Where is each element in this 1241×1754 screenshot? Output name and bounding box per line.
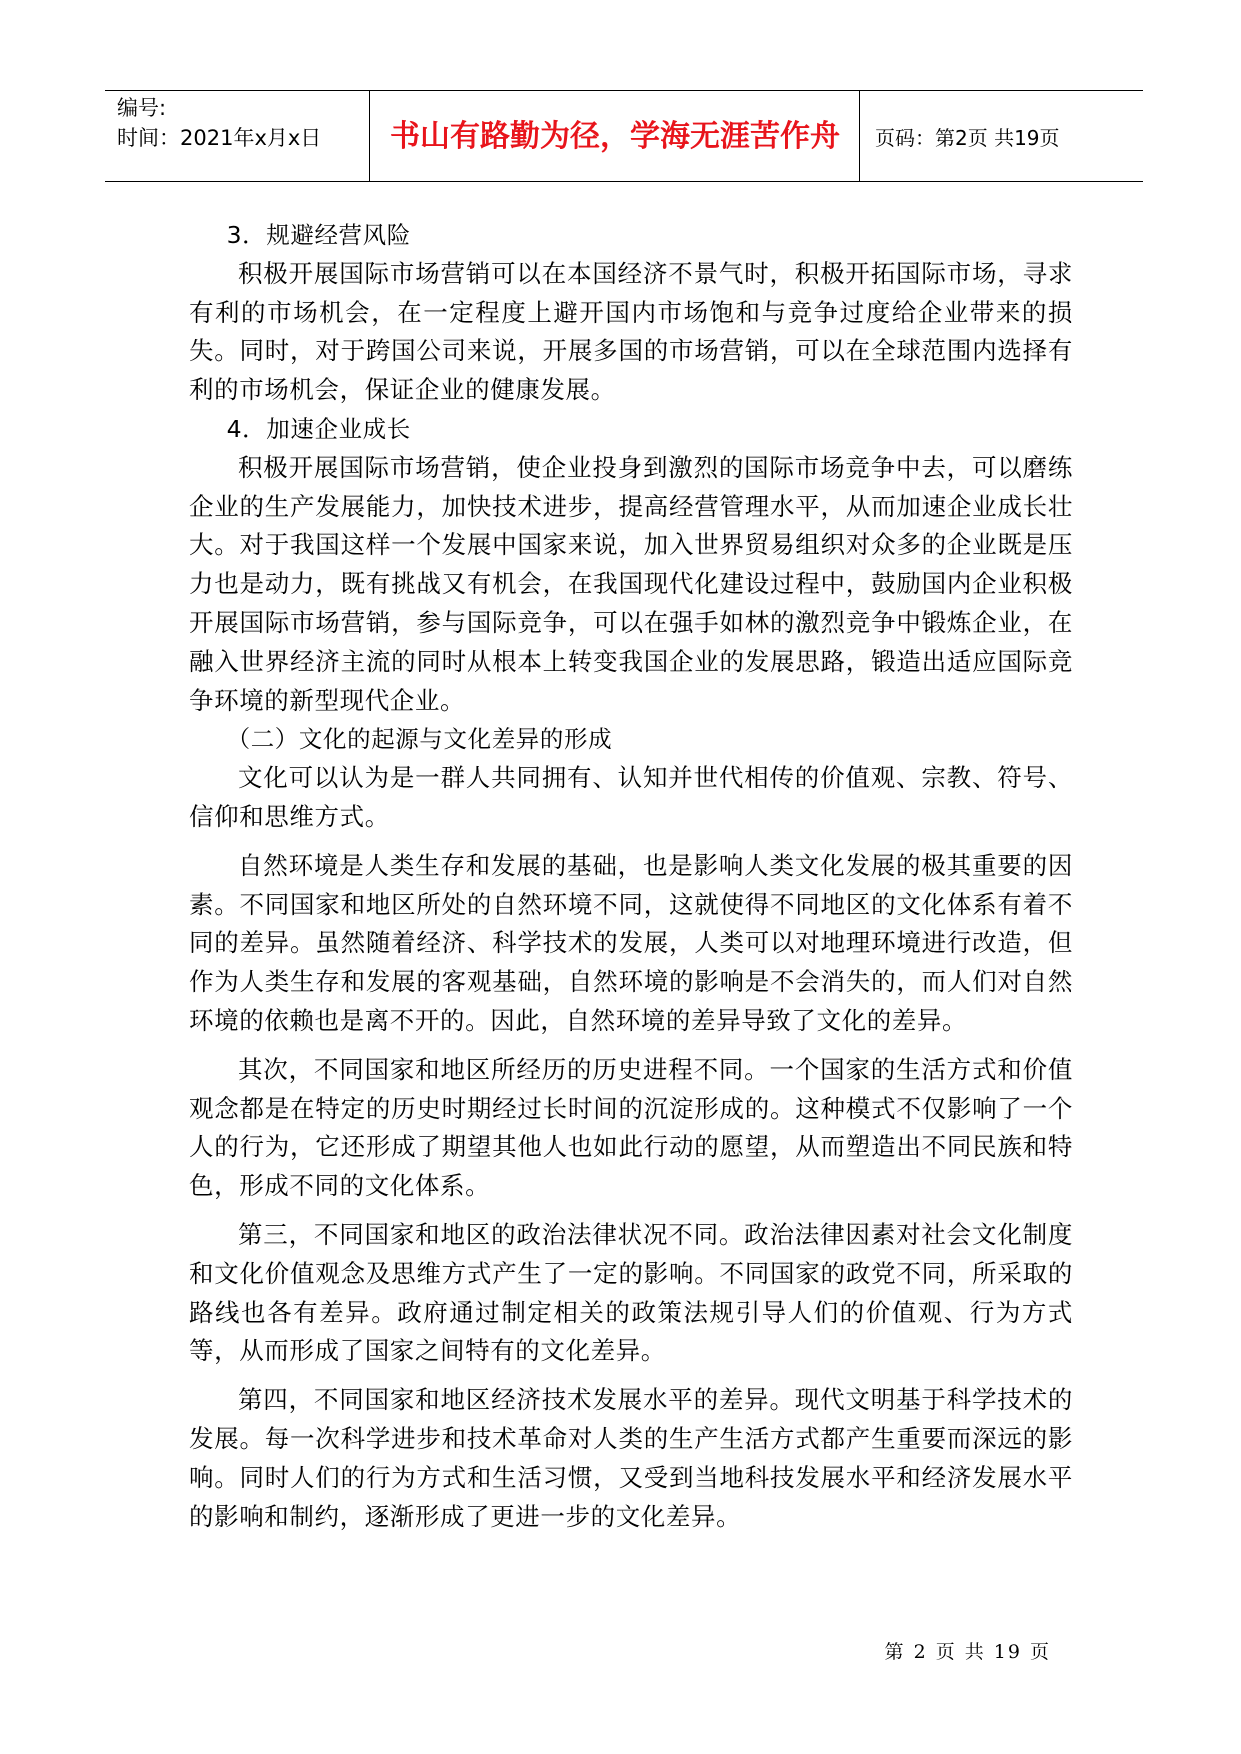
body-paragraph: 积极开展国际市场营销，使企业投身到激烈的国际市场竞争中去，可以磨练企业的生产发展能力，加快技术进步，提高经营管理水平，从而加速企业成长壮大。对于我国这样一个发展中国家来说，加入世界贸易组织对众多的企业既是压力也是动力，既有挑战又有机会，在我国现代化建设过程中，鼓励国内企业积极开展国际市场营销，参与国际竞争，可以在强手如林的激烈竞争中锻炼企业，在融入世界经济主流的同时从根本上转变我国企业的发展思路，锻造出适应国际竞争环境的新型现代企业。	[189, 452, 1073, 715]
header-motto: 书山有路勤为径，学海无涯苦作舟	[390, 119, 840, 154]
body-paragraph: 第四，不同国家和地区经济技术发展水平的差异。现代文明基于科学技术的发展。每一次科学进步和技术革命对人类的生产生活方式都产生重要而深远的影响。同时人们的行为方式和生活习惯，又受到当地科技发展水平和经济发展水平的影响和制约，逐渐形成了更进一步的文化差异。	[189, 1385, 1073, 1531]
document-time-label: 时间：2021年x月x日	[117, 126, 322, 150]
header-page-info: 页码：第2页 共19页	[875, 126, 1060, 150]
page-footer: 第 2 页 共 19 页	[884, 1641, 1051, 1663]
header-divider-right	[859, 91, 860, 181]
document-body	[189, 216, 1073, 1536]
body-paragraph: 其次，不同国家和地区所经历的历史进程不同。一个国家的生活方式和价值观念都是在特定的历史时期经过长时间的沉淀形成的。这种模式不仅影响了一个人的行为，它还形成了期望其他人也如此行动的愿望，从而塑造出不同民族和特色，形成不同的文化体系。	[189, 1054, 1073, 1201]
subsection-heading-3: 3．规避经营风险	[226, 221, 411, 249]
header-meta	[117, 93, 367, 153]
body-paragraph: 第三，不同国家和地区的政治法律状况不同。政治法律因素对社会文化制度和文化价值观念及思维方式产生了一定的影响。不同国家的政党不同，所采取的路线也各有差异。政府通过制定相关的政策法规引导人们的价值观、行为方式等，从而形成了国家之间特有的文化差异。	[189, 1219, 1073, 1366]
body-paragraph: 积极开展国际市场营销可以在本国经济不景气时，积极开拓国际市场，寻求有利的市场机会，在一定程度上避开国内市场饱和与竞争过度给企业带来的损失。同时，对于跨国公司来说，开展多国的市场营销，可以在全球范围内选择有利的市场机会，保证企业的健康发展。	[189, 258, 1073, 405]
body-paragraph: 文化可以认为是一群人共同拥有、认知并世代相传的价值观、宗教、符号、信仰和思维方式。	[189, 763, 1073, 831]
body-paragraph: 自然环境是人类生存和发展的基础，也是影响人类文化发展的极其重要的因素。不同国家和地区所处的自然环境不同，这就使得不同地区的文化体系有着不同的差异。虽然随着经济、科学技术的发展，人类可以对地理环境进行改造，但作为人类生存和发展的客观基础，自然环境的影响是不会消失的，而人们对自然环境的依赖也是离不开的。因此，自然环境的差异导致了文化的差异。	[189, 850, 1073, 1035]
subsection-heading-4: 4．加速企业成长	[226, 414, 411, 443]
section-heading-2: （二）文化的起源与文化差异的形成	[226, 725, 613, 754]
header-divider-left	[369, 91, 370, 181]
document-header	[105, 90, 1143, 182]
document-number-label: 编号:	[117, 96, 167, 120]
